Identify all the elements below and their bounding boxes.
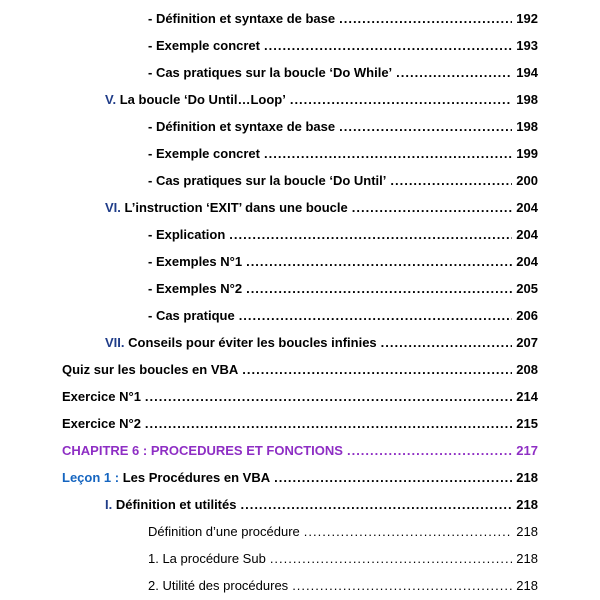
toc-entry[interactable]: [148, 117, 538, 137]
toc-entry-page: 198: [516, 119, 538, 134]
toc-leader-dots: [264, 36, 512, 56]
toc-leader-dots: [145, 387, 512, 407]
toc-entry[interactable]: [62, 387, 538, 407]
toc-section-entry[interactable]: [105, 198, 538, 218]
toc-leader-dots: [240, 495, 512, 515]
toc-entry-page: 204: [516, 227, 538, 242]
toc-entry-label: Quiz sur les boucles en VBA: [62, 362, 239, 377]
toc-entry[interactable]: [148, 576, 538, 596]
toc-entry-page: 192: [516, 11, 538, 26]
section-number: V.: [105, 92, 117, 107]
toc-entry-page: 198: [516, 92, 538, 107]
toc-leader-dots: [339, 9, 512, 29]
section-number: VI.: [105, 200, 121, 215]
toc-entry-label: 1. La procédure Sub: [148, 551, 266, 566]
toc-entry-label: - Définition et syntaxe de base: [148, 119, 336, 134]
toc-entry[interactable]: [148, 549, 538, 569]
toc-leader-dots: [242, 360, 512, 380]
toc-leader-dots: [304, 522, 513, 542]
toc-entry-page: 204: [516, 200, 538, 215]
chapter-title: CHAPITRE 6 : PROCEDURES ET FONCTIONS: [62, 443, 343, 458]
toc-entry-label: - Cas pratique: [148, 308, 235, 323]
toc-leader-dots: [352, 198, 513, 218]
toc-leader-dots: [381, 333, 513, 353]
toc-entry[interactable]: [148, 306, 538, 326]
toc-leader-dots: [145, 414, 512, 434]
toc-entry[interactable]: [148, 522, 538, 542]
toc-entry-page: 204: [516, 254, 538, 269]
toc-entry-page: 217: [516, 443, 538, 458]
toc-leader-dots: [264, 144, 512, 164]
toc-entry-label: La boucle ‘Do Until…Loop’: [119, 92, 286, 107]
toc-entry-label: L’instruction ‘EXIT’ dans une boucle: [124, 200, 348, 215]
toc-entry-label: - Explication: [148, 227, 226, 242]
toc-leader-dots: [246, 252, 512, 272]
toc-entry-label: Définition d’une procédure: [148, 524, 300, 539]
toc-entry-page: 194: [516, 65, 538, 80]
toc-leader-dots: [390, 171, 512, 191]
toc-entry-page: 215: [516, 416, 538, 431]
toc-entry-page: 218: [516, 578, 538, 593]
toc-entry-label: - Exemple concret: [148, 38, 260, 53]
toc-leader-dots: [239, 306, 513, 326]
toc-leader-dots: [290, 90, 512, 110]
toc-leader-dots: [229, 225, 512, 245]
toc-leader-dots: [270, 549, 512, 569]
toc-entry-page: 214: [516, 389, 538, 404]
toc-entry[interactable]: [148, 9, 538, 29]
toc-entry-page: 205: [516, 281, 538, 296]
toc-entry-label: - Exemples N°2: [148, 281, 243, 296]
toc-entry-label: - Cas pratiques sur la boucle ‘Do While’: [148, 65, 393, 80]
toc-leader-dots: [246, 279, 512, 299]
toc-leader-dots: [274, 468, 512, 488]
toc-entry[interactable]: [62, 360, 538, 380]
toc-section-entry[interactable]: [105, 333, 538, 353]
toc-entry-label: Conseils pour éviter les boucles infinies: [128, 335, 377, 350]
toc-entry-label: - Exemple concret: [148, 146, 260, 161]
section-number: I.: [105, 497, 113, 512]
toc-entry[interactable]: [148, 63, 538, 83]
toc-entry[interactable]: [148, 171, 538, 191]
lesson-number: Leçon 1 :: [62, 470, 120, 485]
toc-section-entry[interactable]: [105, 495, 538, 515]
toc-entry-page: 199: [516, 146, 538, 161]
toc-entry[interactable]: [148, 279, 538, 299]
toc-entry-label: - Définition et syntaxe de base: [148, 11, 336, 26]
toc-leader-dots: [339, 117, 512, 137]
toc-entry-label: Définition et utilités: [115, 497, 237, 512]
toc-entry-page: 207: [516, 335, 538, 350]
toc-entry-label: Les Procédures en VBA: [122, 470, 271, 485]
toc-entry-label: Exercice N°2: [62, 416, 141, 431]
toc-entry-page: 193: [516, 38, 538, 53]
toc-entry-label: - Cas pratiques sur la boucle ‘Do Until’: [148, 173, 387, 188]
section-number: VII.: [105, 335, 125, 350]
toc-entry[interactable]: [148, 225, 538, 245]
toc-chapter-entry[interactable]: [62, 441, 538, 461]
toc-entry-page: 218: [516, 551, 538, 566]
toc-entry-page: 218: [516, 497, 538, 512]
toc-entry-page: 206: [516, 308, 538, 323]
toc-entry-page: 200: [516, 173, 538, 188]
toc-leader-dots: [347, 441, 512, 461]
toc-entry-page: 208: [516, 362, 538, 377]
toc-entry-page: 218: [516, 470, 538, 485]
toc-entry-label: 2. Utilité des procédures: [148, 578, 289, 593]
toc-leader-dots: [396, 63, 512, 83]
toc-entry-page: 218: [516, 524, 538, 539]
toc-entry[interactable]: [148, 36, 538, 56]
toc-section-entry[interactable]: [105, 90, 538, 110]
toc-lesson-entry[interactable]: [62, 468, 538, 488]
toc-entry[interactable]: [62, 414, 538, 434]
toc-entry-label: Exercice N°1: [62, 389, 141, 404]
toc-entry-label: - Exemples N°1: [148, 254, 243, 269]
toc-entry[interactable]: [148, 144, 538, 164]
toc-entry[interactable]: [148, 252, 538, 272]
toc-leader-dots: [292, 576, 512, 596]
